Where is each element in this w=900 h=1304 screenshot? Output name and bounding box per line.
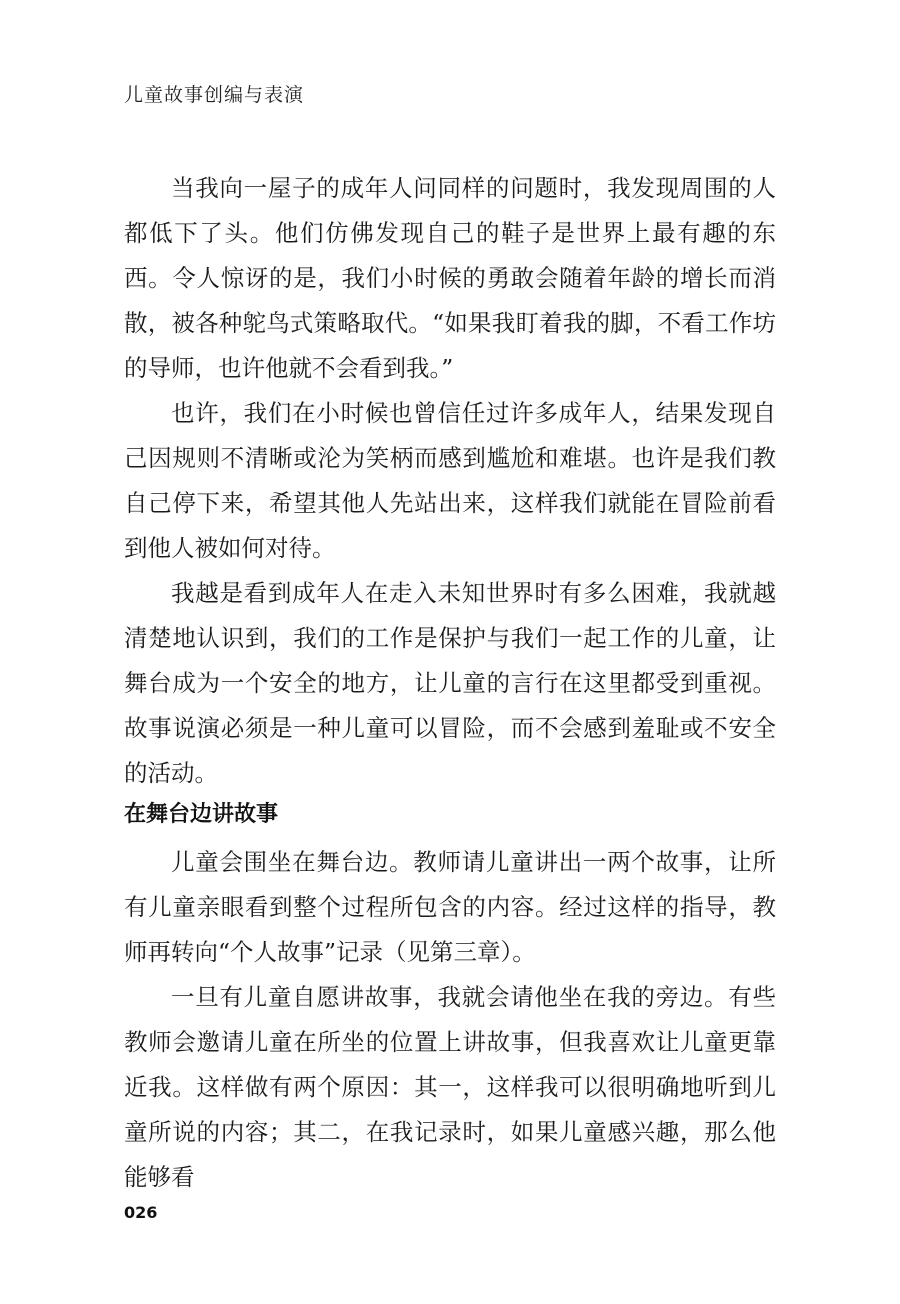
running-header-title: 儿童故事创编与表演 xyxy=(124,84,305,106)
paragraph: 当我向一屋子的成年人问同样的问题时，我发现周围的人都低下了头。他们仿佛发现自己的鞋子是世界上最有趣的东西。令人惊讶的是，我们小时候的勇敢会随着年龄的增长而消散，被各种鸵鸟式策略取代。“如果我盯着我的脚，不看工作坊的导师，也许他就不会看到我。” xyxy=(124,174,776,382)
paragraph: 也许，我们在小时候也曾信任过许多成年人，结果发现自己因规则不清晰或沦为笑柄而感到尴尬和难堪。也许是我们教自己停下来，希望其他人先站出来，这样我们就能在冒险前看到他人被如何对待。 xyxy=(124,399,776,562)
paragraph: 一旦有儿童自愿讲故事，我就会请他坐在我的旁边。有些教师会邀请儿童在所坐的位置上讲故事，但我喜欢让儿童更靠近我。这样做有两个原因：其一，这样我可以很明确地听到儿童所说的内容；其二，在我记录时，如果儿童感兴趣，那么他能够看 xyxy=(124,983,776,1191)
paragraph: 我越是看到成年人在走入未知世界时有多么困难，我就越清楚地认识到，我们的工作是保护与我们一起工作的儿童，让舞台成为一个安全的地方，让儿童的言行在这里都受到重视。故事说演必须是一种儿童可以冒险，而不会感到羞耻或不安全的活动。 xyxy=(124,579,776,787)
page-number: 026 xyxy=(124,1203,158,1222)
section-heading: 在舞台边讲故事 xyxy=(124,802,279,827)
paragraph: 儿童会围坐在舞台边。教师请儿童讲出一两个故事，让所有儿童亲眼看到整个过程所包含的内容。经过这样的指导，教师再转向“个人故事”记录（见第三章）。 xyxy=(124,848,776,966)
body-text-block-1 xyxy=(124,166,776,796)
body-text-block-2 xyxy=(124,840,776,1200)
